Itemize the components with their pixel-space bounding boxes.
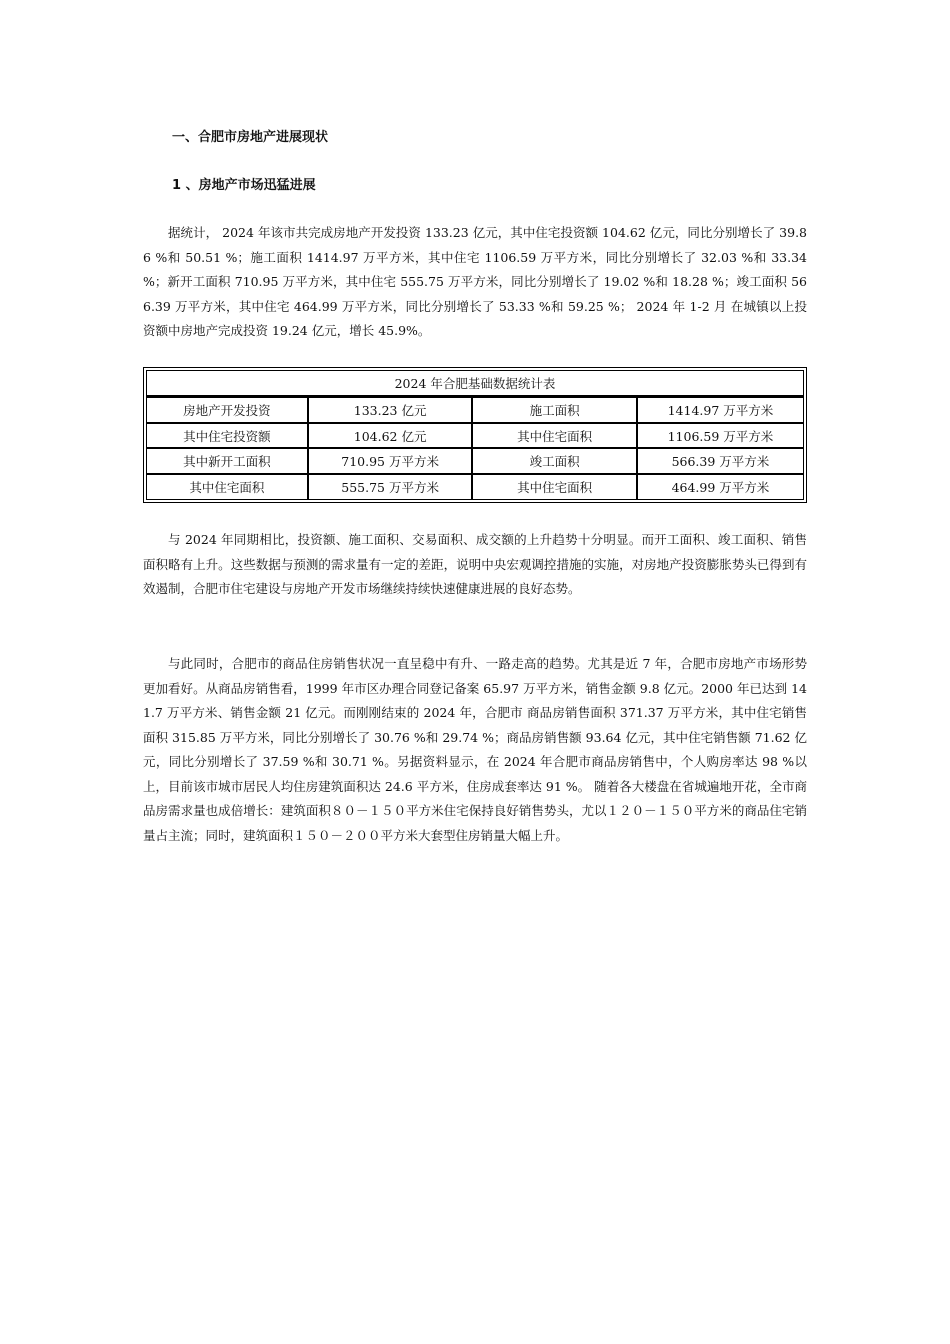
table-title: 2024 年合肥基础数据统计表 (146, 370, 804, 397)
table-cell: 710.95 万平方米 (308, 448, 473, 474)
table-row (146, 448, 804, 474)
paragraph-comparison: 与 2024 年同期相比，投资额、施工面积、交易面积、成交额的上升趋势十分明显。而开工面积、竣工面积、销售面积略有上升。这些数据与预测的需求量有一定的差距，说明中央宏观调控措施的实施，对房地产投资膨胀势头已得到有效遏制，合肥市住宅建设与房地产开发市场继续持续快速健康进展的良好态势。 (143, 532, 807, 596)
table-cell: 房地产开发投资 (146, 397, 308, 423)
table-cell: 其中住宅面积 (472, 423, 637, 449)
table-cell: 555.75 万平方米 (308, 474, 473, 500)
table-row (146, 474, 804, 500)
table-cell: 竣工面积 (472, 448, 637, 474)
table-cell: 其中住宅投资额 (146, 423, 308, 449)
table-cell: 133.23 亿元 (308, 397, 473, 423)
stats-table (146, 370, 804, 500)
table-row (146, 397, 804, 423)
table-cell: 施工面积 (472, 397, 637, 423)
stats-table-frame (143, 367, 807, 503)
table-cell: 464.99 万平方米 (637, 474, 804, 500)
table-cell: 1106.59 万平方米 (637, 423, 804, 449)
table-cell: 其中新开工面积 (146, 448, 308, 474)
section-heading: 一、合肥市房地产进展现状 (172, 130, 329, 145)
subsection-heading: 1 、房地产市场迅猛进展 (172, 178, 316, 193)
table-cell: 104.62 亿元 (308, 423, 473, 449)
paragraph-statistics: 据统计， 2024 年该市共完成房地产开发投资 133.23 亿元，其中住宅投资额 104.62 亿元，同比分别增长了 39.86 %和 50.51 %；施工面积 1414.97 万平方米，其中住宅 1106.59 万平方米，同比分别增长了 32.03 %和 33.34 %；新开工面积 710.95 万平方米，其中住宅 555.75 万平方米，同比分别增长了 19.02 %和 18.28 %；竣工面积 566.39 万平方米，其中住宅 464.99 万平方米，同比分别增长了 53.33 %和 59.25 %； 2024 年 1-2 月 在城镇以上投资额中房地产完成投资 19.24 亿元，增长 45.9%。 (143, 225, 807, 338)
table-cell: 566.39 万平方米 (637, 448, 804, 474)
table-cell: 其中住宅面积 (146, 474, 308, 500)
paragraph-sales: 与此同时，合肥市的商品住房销售状况一直呈稳中有升、一路走高的趋势。尤其是近 7 年，合肥市房地产市场形势更加看好。从商品房销售看，1999 年市区办理合同登记备案 65.97 万平方米，销售金额 9.8 亿元。2000 年已达到 141.7 万平方米、销售金额 21 亿元。而刚刚结束的 2024 年，合肥市 商品房销售面积 371.37 万平方米，其中住宅销售面积 315.85 万平方米，同比分别增长了 30.76 %和 29.74 %；商品房销售额 93.64 亿元，其中住宅销售额 71.62 亿元，同比分别增长了 37.59 %和 30.71 %。另据资料显示，在 2024 年合肥市商品房销售中，个人购房率达 98 %以上，目前该市城市居民人均住房建筑面积达 24.6 平方米，住房成套率达 91 %。 随着各大楼盘在省城遍地开花，全市商品房需求量也成倍增长：建筑面积８０－１５０平方米住宅保持良好销售势头，尤以１２０－１５０平方米的商品住宅销量占主流；同时，建筑面积１５０－２００平方米大套型住房销量大幅上升。 (143, 656, 807, 843)
table-cell: 1414.97 万平方米 (637, 397, 804, 423)
table-row (146, 423, 804, 449)
table-cell: 其中住宅面积 (472, 474, 637, 500)
